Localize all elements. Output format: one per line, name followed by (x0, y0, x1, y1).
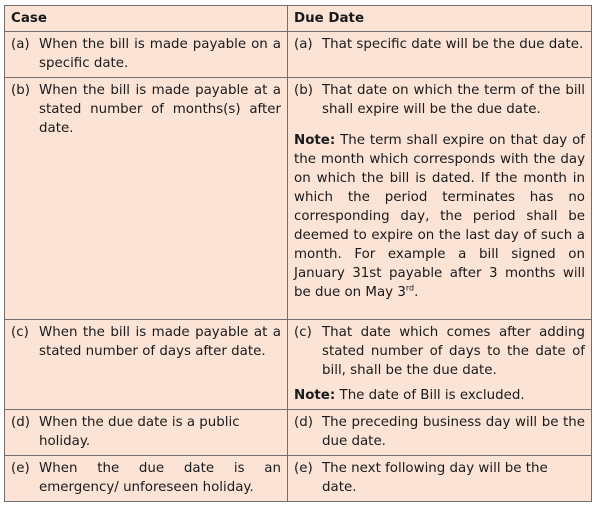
header-case: Case (5, 6, 288, 32)
item-label: (d) (294, 415, 313, 430)
table-row (5, 410, 592, 456)
note-text: The term shall expire on that day of the month which corresponds with the day on which the bill is dated. If the month in which the period terminates has no corresponding day, the period shall be deemed to expire on the last day of such a month. For example a bill signed on January 31st payable after 3 months will be due on May 3 (294, 133, 585, 300)
item-label: (d) (11, 415, 30, 430)
note-label: Note: (294, 133, 336, 148)
due-date-text: That specific date will be the due date. (322, 37, 584, 52)
due-date-table (4, 5, 592, 502)
case-cell (5, 320, 288, 410)
item-label: (a) (11, 37, 30, 52)
due-date-cell (288, 410, 592, 456)
due-date-text: The preceding business day will be the due date. (322, 415, 585, 449)
note-text: The date of Bill is excluded. (339, 388, 525, 403)
item-label: (c) (11, 325, 29, 340)
table-header-row (5, 6, 592, 32)
case-cell (5, 456, 288, 502)
due-date-cell (288, 320, 592, 410)
table-row (5, 320, 592, 410)
item-label: (e) (11, 461, 30, 476)
case-text: When the due date is a public holiday. (39, 415, 240, 449)
case-cell (5, 78, 288, 320)
due-date-cell (288, 78, 592, 320)
due-date-cell (288, 456, 592, 502)
case-cell (5, 410, 288, 456)
note-end: . (414, 285, 419, 300)
item-label: (a) (294, 37, 313, 52)
due-date-text: That date on which the term of the bill shall expire will be the due date. (322, 83, 585, 117)
table-row (5, 456, 592, 502)
item-label: (e) (294, 461, 313, 476)
case-cell (5, 32, 288, 78)
due-date-text: That date which comes after adding stated number of days to the date of bill, shall be the due date. (322, 325, 585, 378)
item-label: (b) (294, 83, 313, 98)
case-text: When the due date is an emergency/ unforeseen holiday. (39, 461, 281, 495)
item-label: (b) (11, 83, 30, 98)
header-due-date: Due Date (288, 6, 592, 32)
table-row (5, 32, 592, 78)
due-date-cell (288, 32, 592, 78)
case-text: When the bill is made payable on a specific date. (39, 37, 281, 71)
item-label: (c) (294, 325, 312, 340)
case-text: When the bill is made payable at a stated number of days after date. (39, 325, 281, 359)
note-label: Note: (294, 388, 336, 403)
case-text: When the bill is made payable at a stated number of months(s) after date. (39, 83, 281, 136)
note-paragraph (294, 386, 585, 405)
note-paragraph (294, 131, 585, 302)
due-date-text: The next following day will be the date. (322, 461, 548, 495)
note-superscript: rd (405, 283, 415, 293)
table-row (5, 78, 592, 320)
